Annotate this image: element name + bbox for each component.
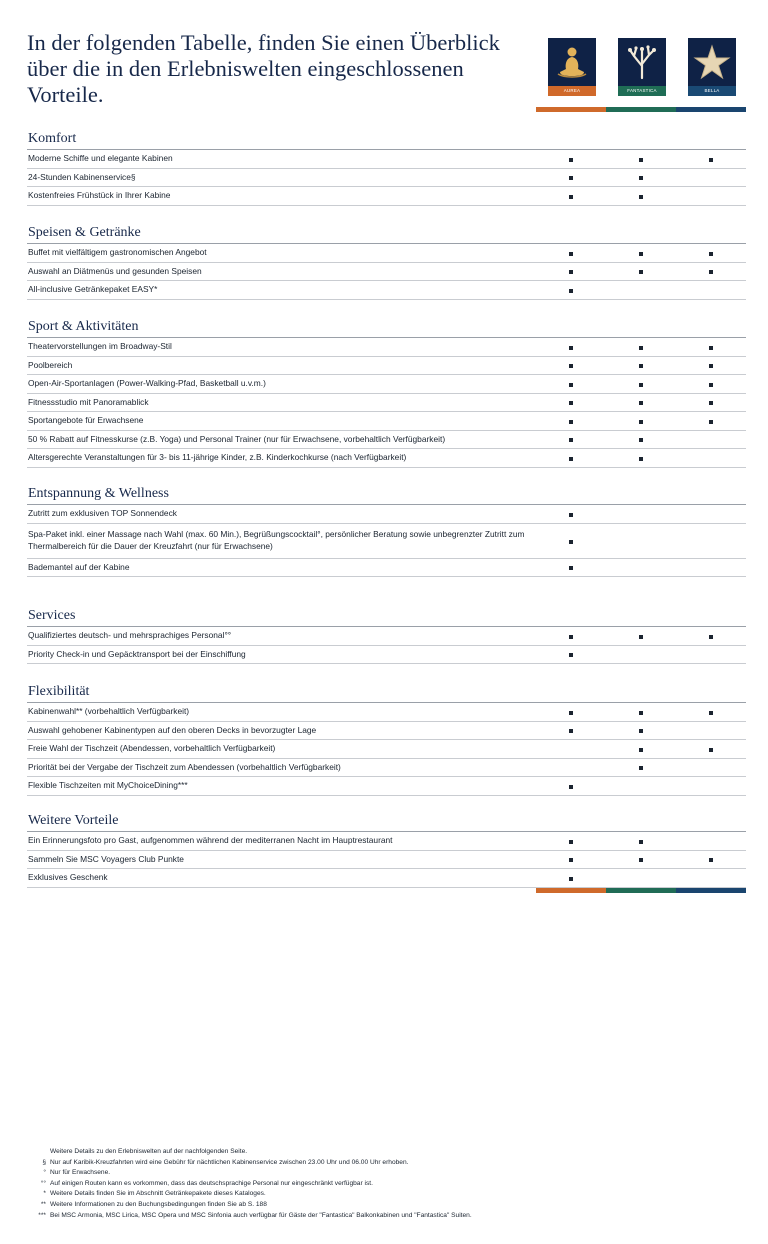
benefit-label: 50 % Rabatt auf Fitnesskurse (z.B. Yoga) und Personal Trainer (nur für Erwachsene, vorbehaltlich Verfügbarkeit) <box>28 433 446 444</box>
included-mark-bella <box>709 383 713 387</box>
footnote-text: Nur für Erwachsene. <box>50 1169 111 1177</box>
benefit-label: Priorität bei der Vergabe der Tischzeit zum Abendessen (vorbehaltlich Verfügbarkeit) <box>28 761 341 772</box>
footnote-text: Weitere Details finden Sie im Abschnitt Getränkepakete dieses Kataloges. <box>50 1190 266 1198</box>
included-mark-fantastica <box>639 840 643 844</box>
included-mark-aurea <box>569 158 573 162</box>
page-title: In der folgenden Tabelle, finden Sie einen Überblick über die in den Erlebniswelten eingeschlossenen Vorteile. <box>27 30 500 107</box>
footnote <box>28 1200 748 1211</box>
included-mark-bella <box>709 270 713 274</box>
benefit-row <box>27 524 746 559</box>
color-bar-top <box>536 107 746 112</box>
benefit-row <box>27 187 746 206</box>
included-mark-bella <box>709 401 713 405</box>
footnote <box>28 1211 748 1222</box>
benefit-label: Kabinenwahl** (vorbehaltlich Verfügbarkeit) <box>28 706 190 716</box>
footnote-symbol: °° <box>40 1179 46 1187</box>
benefit-label: 24-Stunden Kabinenservice§ <box>28 171 136 182</box>
footnote <box>28 1147 748 1158</box>
included-mark-bella <box>709 252 713 256</box>
benefit-row <box>27 646 746 665</box>
benefit-row <box>27 851 746 870</box>
coral-tree-icon <box>618 38 666 86</box>
footnote-symbol: ° <box>43 1169 46 1177</box>
benefit-label: Open-Air-Sportanlagen (Power-Walking-Pfad, Basketball u.v.m.) <box>28 378 266 388</box>
benefit-label: Auswahl an Diätmenüs und gesunden Speisen <box>28 265 202 276</box>
included-mark-fantastica <box>639 711 643 715</box>
section-title: Speisen & Getränke <box>27 223 746 244</box>
benefit-row <box>27 394 746 413</box>
included-mark-aurea <box>569 195 573 199</box>
benefit-row <box>27 244 746 263</box>
benefit-label: Buffet mit vielfältigem gastronomischen Angebot <box>28 247 207 257</box>
benefit-label: Exklusives Geschenk <box>28 872 108 882</box>
benefit-label: Fitnessstudio mit Panoramablick <box>28 396 149 407</box>
included-mark-bella <box>709 748 713 752</box>
included-mark-aurea <box>569 401 573 405</box>
included-mark-aurea <box>569 457 573 461</box>
footnote <box>28 1158 748 1169</box>
included-mark-fantastica <box>639 195 643 199</box>
included-mark-aurea <box>569 729 573 733</box>
included-mark-aurea <box>569 858 573 862</box>
world-aurea <box>548 38 596 96</box>
experience-worlds-header <box>536 38 746 114</box>
footnote-symbol: ** <box>40 1200 46 1208</box>
included-mark-fantastica <box>639 766 643 770</box>
included-mark-fantastica <box>639 158 643 162</box>
benefit-row <box>27 832 746 851</box>
benefit-label: Bademantel auf der Kabine <box>28 561 130 572</box>
world-bella <box>688 38 736 96</box>
meditation-figure-icon <box>548 38 596 86</box>
included-mark-aurea <box>569 513 573 517</box>
benefit-label: Kostenfreies Frühstück in Ihrer Kabine <box>28 190 171 200</box>
included-mark-aurea <box>569 364 573 368</box>
footnote <box>28 1189 748 1200</box>
benefit-label: Spa-Paket inkl. einer Massage nach Wahl (max. 60 Min.), Begrüßungscocktail°, persönlicher Beratung sowie unbegrenzter Zutritt zum Thermalbereich für die Dauer der Kreuzfahrt (nur für Erwachsene) <box>28 528 525 551</box>
benefit-row <box>27 559 746 578</box>
included-mark-bella <box>709 420 713 424</box>
included-mark-aurea <box>569 438 573 442</box>
included-mark-aurea <box>569 176 573 180</box>
footnotes <box>28 1147 748 1221</box>
section-title: Services <box>27 606 746 627</box>
benefit-section <box>27 129 746 206</box>
included-mark-aurea <box>569 877 573 881</box>
benefit-row <box>27 375 746 394</box>
benefit-row <box>27 412 746 431</box>
benefit-label: Auswahl gehobener Kabinentypen auf den oberen Decks in bevorzugter Lage <box>28 724 317 735</box>
included-mark-aurea <box>569 635 573 639</box>
color-bar-bottom <box>536 888 746 893</box>
included-mark-aurea <box>569 566 573 570</box>
footnote-symbol: * <box>43 1190 46 1198</box>
benefit-row <box>27 740 746 759</box>
benefit-row <box>27 722 746 741</box>
included-mark-fantastica <box>639 364 643 368</box>
included-mark-fantastica <box>639 858 643 862</box>
included-mark-fantastica <box>639 346 643 350</box>
benefit-row <box>27 338 746 357</box>
included-mark-bella <box>709 635 713 639</box>
footnote <box>28 1179 748 1190</box>
included-mark-aurea <box>569 840 573 844</box>
benefit-row <box>27 357 746 376</box>
footnote-symbol: § <box>42 1158 46 1166</box>
benefit-row <box>27 777 746 796</box>
benefit-section <box>27 223 746 300</box>
footnote-text: Auf einigen Routen kann es vorkommen, dass das deutschsprachige Personal nur eingeschränkt verfügbar ist. <box>50 1179 373 1187</box>
world-label: BELLA <box>688 86 736 96</box>
benefit-row <box>27 169 746 188</box>
benefit-label: Moderne Schiffe und elegante Kabinen <box>28 153 173 163</box>
included-mark-bella <box>709 346 713 350</box>
benefit-label: Theatervorstellungen im Broadway-Stil <box>28 341 172 351</box>
benefit-label: Altersgerechte Veranstaltungen für 3- bis 11-jährige Kinder, z.B. Kinderkochkurse (nach Verfügbarkeit) <box>28 452 407 462</box>
included-mark-fantastica <box>639 401 643 405</box>
included-mark-fantastica <box>639 457 643 461</box>
benefit-row <box>27 869 746 888</box>
included-mark-fantastica <box>639 748 643 752</box>
footnote-text: Bei MSC Armonia, MSC Lirica, MSC Opera und MSC Sinfonia auch verfügbar für Gäste der "Fantastica" Balkonkabinen und "Fantastica" Suiten. <box>50 1211 472 1219</box>
included-mark-fantastica <box>639 252 643 256</box>
included-mark-aurea <box>569 270 573 274</box>
section-title: Weitere Vorteile <box>27 811 746 832</box>
benefit-row <box>27 263 746 282</box>
benefit-row <box>27 431 746 450</box>
world-label: FANTASTICA <box>618 86 666 96</box>
benefit-label: Sammeln Sie MSC Voyagers Club Punkte <box>28 853 184 864</box>
included-mark-fantastica <box>639 729 643 733</box>
included-mark-aurea <box>569 252 573 256</box>
benefit-section <box>27 317 746 468</box>
benefit-label: Ein Erinnerungsfoto pro Gast, aufgenommen während der mediterranen Nacht im Hauptrestaurant <box>28 835 393 845</box>
included-mark-bella <box>709 858 713 862</box>
benefit-label: Zutritt zum exklusiven TOP Sonnendeck <box>28 508 177 518</box>
included-mark-aurea <box>569 540 573 544</box>
included-mark-fantastica <box>639 420 643 424</box>
benefit-label: All-inclusive Getränkepaket EASY* <box>28 284 158 294</box>
section-title: Entspannung & Wellness <box>27 484 746 505</box>
footnote-text: Nur auf Karibik-Kreuzfahrten wird eine Gebühr für nächtlichen Kabinenservice zwischen 23.00 Uhr und 06.00 Uhr erhoben. <box>50 1158 409 1166</box>
footnote-symbol: *** <box>38 1211 46 1219</box>
included-mark-bella <box>709 711 713 715</box>
benefit-row <box>27 449 746 468</box>
benefit-section <box>27 606 746 664</box>
benefit-label: Flexible Tischzeiten mit MyChoiceDining*** <box>28 780 188 790</box>
benefit-row <box>27 703 746 722</box>
benefit-section <box>27 682 746 796</box>
starfish-icon <box>688 38 736 86</box>
included-mark-aurea <box>569 346 573 350</box>
included-mark-bella <box>709 364 713 368</box>
world-label: AUREA <box>548 86 596 96</box>
included-mark-aurea <box>569 289 573 293</box>
included-mark-fantastica <box>639 383 643 387</box>
benefit-label: Qualifiziertes deutsch- und mehrsprachiges Personal°° <box>28 630 232 640</box>
benefit-row <box>27 505 746 524</box>
benefit-label: Priority Check-in und Gepäcktransport bei der Einschiffung <box>28 648 246 659</box>
benefit-section <box>27 484 746 577</box>
benefit-section <box>27 811 746 888</box>
benefit-label: Poolbereich <box>28 359 73 370</box>
included-mark-fantastica <box>639 635 643 639</box>
included-mark-fantastica <box>639 438 643 442</box>
section-title: Sport & Aktivitäten <box>27 317 746 338</box>
footnote <box>28 1168 748 1179</box>
benefit-row <box>27 150 746 169</box>
included-mark-aurea <box>569 420 573 424</box>
benefit-label: Sportangebote für Erwachsene <box>28 415 144 425</box>
included-mark-aurea <box>569 711 573 715</box>
included-mark-aurea <box>569 785 573 789</box>
included-mark-aurea <box>569 653 573 657</box>
benefit-row <box>27 759 746 778</box>
included-mark-fantastica <box>639 270 643 274</box>
benefit-row <box>27 281 746 300</box>
benefit-label: Freie Wahl der Tischzeit (Abendessen, vorbehaltlich Verfügbarkeit) <box>28 743 276 753</box>
world-fantastica <box>618 38 666 96</box>
footnote-text: Weitere Details zu den Erlebniswelten auf der nachfolgenden Seite. <box>50 1148 248 1155</box>
included-mark-aurea <box>569 383 573 387</box>
included-mark-fantastica <box>639 176 643 180</box>
section-title: Komfort <box>27 129 746 150</box>
section-title: Flexibilität <box>27 682 746 703</box>
footnote-text: Weitere Informationen zu den Buchungsbedingungen finden Sie ab S. 188 <box>50 1200 267 1208</box>
included-mark-bella <box>709 158 713 162</box>
benefit-row <box>27 627 746 646</box>
